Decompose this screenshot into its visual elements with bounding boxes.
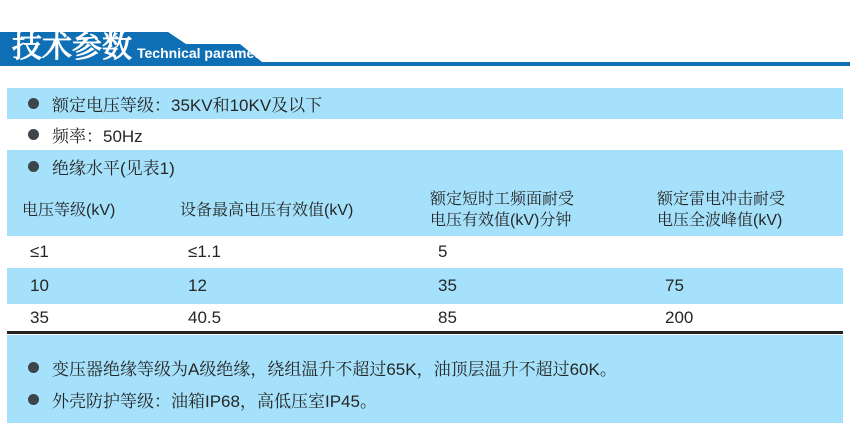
table-row: [7, 236, 843, 268]
header-line: 额定短时工频面耐受: [430, 191, 575, 208]
bullet-icon: [28, 129, 39, 140]
table-row: [7, 268, 843, 304]
table-cell: 10: [30, 276, 49, 295]
table-cell: 85: [438, 307, 457, 327]
spec-text-rated-voltage: 额定电压等级：35KV和10KV及以下: [52, 96, 323, 115]
spec-row-rated-voltage: [7, 88, 843, 119]
bullet-icon: [28, 161, 39, 172]
table-cell: 12: [188, 276, 207, 295]
header-line: 额定雷电冲击耐受: [657, 191, 786, 208]
table-cell: ≤1.1: [188, 242, 221, 261]
spec-row-frequency: [7, 119, 843, 150]
table-cell: 35: [30, 307, 49, 327]
page-title-en: Technical parameter: [137, 45, 273, 61]
header-line: 设备最高电压有效值(kV): [180, 201, 354, 219]
table-header-cell: [430, 189, 657, 231]
table-row: [7, 304, 843, 331]
notes-section: [7, 335, 843, 423]
section-header-banner: [0, 32, 850, 66]
table-header-cell: [657, 189, 843, 231]
bullet-icon: [28, 394, 39, 405]
table-cell: 35: [438, 276, 457, 295]
table-header-cell: [180, 200, 430, 221]
table-cell: 5: [438, 242, 448, 261]
table-cell: ≤1: [30, 242, 49, 261]
header-line: 电压等级(kV): [22, 201, 116, 219]
table-bottom-divider: [7, 331, 843, 334]
note-row-insulation-class: [7, 356, 843, 378]
table-cell: 200: [665, 307, 694, 327]
table-cell: 75: [665, 276, 684, 295]
table-header-cell: [22, 200, 180, 221]
header-line: 电压全波峰值(kV): [657, 212, 783, 229]
table-header-row: [7, 186, 843, 234]
bullet-icon: [28, 98, 39, 109]
table-cell: 40.5: [188, 307, 222, 327]
page-title-zh: 技术参数: [12, 31, 132, 64]
spec-text-insulation-level: 绝缘水平(见表1): [52, 158, 175, 178]
header-line: 电压有效值(kV)分钟: [430, 212, 572, 229]
bullet-icon: [28, 362, 39, 373]
spec-row-insulation-level: [7, 155, 843, 177]
note-row-protection-class: [7, 388, 843, 410]
note-text-protection-class: 外壳防护等级：油箱IP68，高低压室IP45。: [52, 391, 377, 411]
spec-text-frequency: 频率：50Hz: [52, 127, 143, 146]
note-text-insulation-class: 变压器绝缘等级为A级绝缘，绕组温升不超过65K，油顶层温升不超过60K。: [52, 359, 617, 379]
